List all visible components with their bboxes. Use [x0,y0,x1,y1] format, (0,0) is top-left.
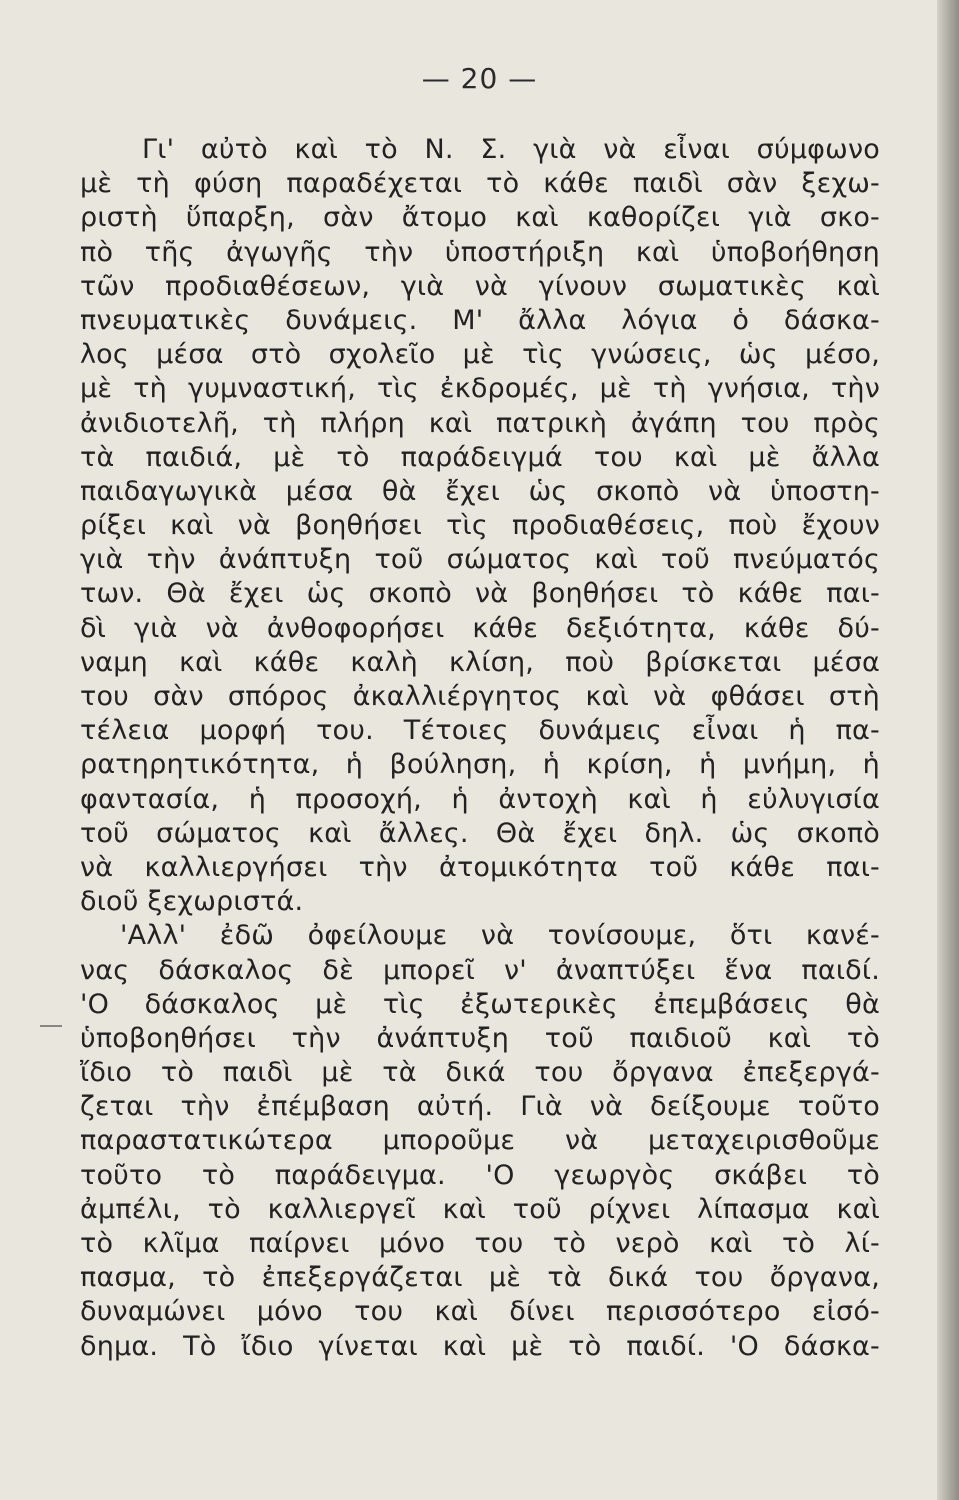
text-line: πασμα, τὸ ἐπεξεργάζεται μὲ τὰ δικά του ὄργανα, [80,1262,880,1294]
page-edge-shadow [937,0,959,1500]
margin-mark [40,1025,62,1027]
text-line: τὰ παιδιά, μὲ τὸ παράδειγμά του καὶ μὲ ἄλλα [80,441,880,473]
text-line: παιδαγωγικὰ μέσα θὰ ἔχει ὡς σκοπὸ νὰ ὑποστη- [80,475,880,507]
text-line: διοῦ ξεχωριστά. [80,886,304,918]
text-line: λος μέσα στὸ σχολεῖο μὲ τὶς γνώσεις, ὡς μέσο, [80,339,880,371]
text-line: δὶ γιὰ νὰ ἀνθοφορήσει κάθε δεξιότητα, κάθε δύ- [80,612,880,644]
text-line: ριστὴ ὕπαρξη, σὰν ἄτομο καὶ καθορίζει γιὰ σκο- [80,202,880,234]
text-line: ἀνιδιοτελῆ, τὴ πλήρη καὶ πατρικὴ ἀγάπη του πρὸς [80,407,880,439]
text-line: δυναμώνει μόνο του καὶ δίνει περισσότερο εἰσό- [80,1296,880,1328]
text-line: ζεται τὴν ἐπέμβαση αὐτή. Γιὰ νὰ δείξουμε τοῦτο [80,1091,880,1123]
text-line: μὲ τὴ γυμναστική, τὶς ἐκδρομές, μὲ τὴ γνήσια, τὴν [80,373,880,405]
text-line: 'Ο δάσκαλος μὲ τὶς ἐξωτερικὲς ἐπεμβάσεις θὰ [80,988,880,1020]
text-line: νας δάσκαλος δὲ μπορεῖ ν' ἀναπτύξει ἕνα παιδί. [80,954,880,986]
text-line: πνευματικὲς δυνάμεις. Μ' ἄλλα λόγια ὁ δάσκα- [80,304,880,336]
text-line: τέλεια μορφή του. Τέτοιες δυνάμεις εἶναι ἡ πα- [80,715,880,747]
text-line: πὸ τῆς ἀγωγῆς τὴν ὑποστήριξη καὶ ὑποβοήθηση [80,236,880,268]
text-line: νὰ καλλιεργήσει τὴν ἀτομικότητα τοῦ κάθε παι- [80,851,880,883]
text-line: των. Θὰ ἔχει ὡς σκοπὸ νὰ βοηθήσει τὸ κάθε παι- [80,578,880,610]
text-line: ὑποβοηθήσει τὴν ἀνάπτυξη τοῦ παιδιοῦ καὶ τὸ [80,1022,880,1054]
text-line: ναμη καὶ κάθε καλὴ κλίση, ποὺ βρίσκεται μέσα [80,646,880,678]
text-line: Γι' αὐτὸ καὶ τὸ Ν. Σ. γιὰ νὰ εἶναι σύμφωνο [142,134,880,165]
text-line: γιὰ τὴν ἀνάπτυξη τοῦ σώματος καὶ τοῦ πνεύματός [80,544,880,576]
text-line: ρατηρητικότητα, ἡ βούληση, ἡ κρίση, ἡ μνήμη, ἡ [80,749,880,781]
page-number: — 20 — [421,62,538,95]
text-line: φαντασία, ἡ προσοχή, ἡ ἀντοχὴ καὶ ἡ εὐλυγισία [80,783,880,815]
text-line: παραστατικώτερα μποροῦμε νὰ μεταχειρισθοῦμε [80,1125,880,1157]
text-line: δημα. Τὸ ἴδιο γίνεται καὶ μὲ τὸ παιδί. 'Ο δάσκα- [80,1330,880,1362]
text-line: του σὰν σπόρος ἀκαλλιέργητος καὶ νὰ φθάσει στὴ [80,681,880,712]
body-text [80,133,880,1364]
text-line: τοῦ σώματος καὶ ἄλλες. Θὰ ἔχει δηλ. ὡς σκοπὸ [80,817,880,849]
text-line: 'Αλλ' ἐδῶ ὀφείλουμε νὰ τονίσουμε, ὅτι κανέ- [120,920,880,952]
text-line: τῶν προδιαθέσεων, γιὰ νὰ γίνουν σωματικὲς καὶ [80,270,880,302]
text-line: μὲ τὴ φύση παραδέχεται τὸ κάθε παιδὶ σὰν ξεχω- [80,168,880,200]
text-line: τοῦτο τὸ παράδειγμα. 'Ο γεωργὸς σκάβει τὸ [80,1159,880,1191]
text-line: ἴδιο τὸ παιδὶ μὲ τὰ δικά του ὄργανα ἐπεξεργά- [80,1057,880,1089]
text-line: ἀμπέλι, τὸ καλλιεργεῖ καὶ τοῦ ρίχνει λίπασμα καὶ [80,1193,880,1225]
text-line: ρίξει καὶ νὰ βοηθήσει τὶς προδιαθέσεις, ποὺ ἔχουν [80,510,880,542]
text-line: τὸ κλῖμα παίρνει μόνο του τὸ νερὸ καὶ τὸ λί- [80,1228,880,1259]
